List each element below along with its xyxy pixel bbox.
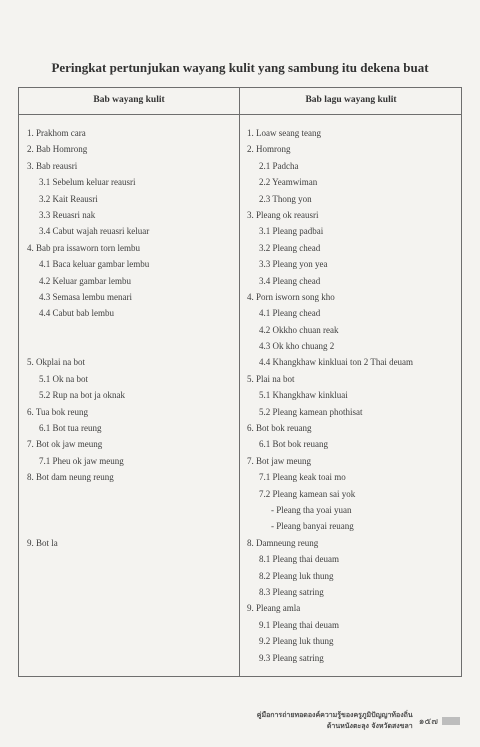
list-item: 2.1 Padcha <box>259 160 299 171</box>
list-item: 8. Damneung reung <box>247 537 319 548</box>
list-item: - Pleang banyai reuang <box>271 521 354 532</box>
list-item <box>27 486 235 502</box>
left-column-list <box>27 125 235 551</box>
list-item <box>27 322 235 338</box>
list-item: 3. Pleang ok reausri <box>247 209 319 220</box>
list-item: 1. Loaw seang teang <box>247 128 321 138</box>
list-item: 2. Homrong <box>247 144 291 155</box>
footer-line-2: ด้านหนังตะลุง จังหวัดสงขลา <box>326 722 413 730</box>
list-item: 4. Porn isworn song kho <box>247 291 335 302</box>
list-item: 4.3 Semasa lembu menari <box>39 291 132 302</box>
list-item: 8.3 Pleang satring <box>259 586 324 597</box>
list-item: 9. Pleang amla <box>247 603 301 614</box>
list-item: 5. Okplai na bot <box>27 357 85 368</box>
footer-text <box>257 710 413 732</box>
list-item <box>27 518 235 534</box>
list-item: 9. Bot la <box>27 537 58 548</box>
column-divider <box>239 88 240 676</box>
page-number: ๑๕๗ <box>418 717 438 727</box>
list-item: 5.1 Khangkhaw kinkluai <box>259 390 348 401</box>
list-item: 4.4 Cabut bab lembu <box>39 308 114 319</box>
list-item: 7. Bot ok jaw meung <box>27 439 103 450</box>
page-footer <box>257 710 460 732</box>
list-item: 3.4 Pleang chead <box>259 275 321 286</box>
header-wayang-kulit: Bab wayang kulit <box>93 95 165 105</box>
list-item: 8.1 Pleang thai deuam <box>259 554 339 565</box>
right-column-list <box>247 125 459 666</box>
list-item: 5.1 Ok na bot <box>39 373 88 384</box>
performance-table <box>18 87 462 677</box>
list-item: 6. Tua bok reung <box>27 406 89 417</box>
list-item: 8.2 Pleang luk thung <box>259 570 334 581</box>
list-item: 5. Plai na bot <box>247 373 295 384</box>
list-item: 3.1 Pleang padbai <box>259 226 324 237</box>
list-item: 5.2 Pleang kamean phothisat <box>259 406 363 417</box>
list-item: 9.3 Pleang satring <box>259 652 324 663</box>
list-item: 3.1 Sebelum keluar reausri <box>39 177 136 188</box>
list-item: 7.2 Pleang kamean sai yok <box>259 488 356 499</box>
list-item: 4.1 Baca keluar gambar lembu <box>39 259 150 270</box>
header-lagu-wayang-kulit: Bab lagu wayang kulit <box>305 95 397 105</box>
list-item: 9.2 Pleang luk thung <box>259 636 334 647</box>
list-item: 4. Bab pra issaworn torn lembu <box>27 242 140 253</box>
list-item: 5.2 Rup na bot ja oknak <box>39 390 125 401</box>
list-item <box>27 502 235 518</box>
list-item: 3. Bab reausri <box>27 160 78 171</box>
list-item: 9.1 Pleang thai deuam <box>259 619 339 630</box>
list-item: 2.2 Yeamwiman <box>259 177 318 188</box>
list-item: 6.1 Bot bok reuang <box>259 439 328 450</box>
list-item: - Pleang tha yoai yuan <box>271 504 352 515</box>
list-item: 4.1 Pleang chead <box>259 308 321 319</box>
list-item: 4.2 Keluar gambar lembu <box>39 275 131 286</box>
list-item: 2. Bab Homrong <box>27 144 88 155</box>
list-item: 1. Prakhom cara <box>27 128 86 138</box>
page-title: Peringkat pertunjukan wayang kulit yang sambung itu dekena buat <box>51 60 429 75</box>
list-item: 3.3 Pleang yon yea <box>259 259 328 270</box>
list-item: 3.2 Kait Reausri <box>39 193 98 204</box>
list-item: 4.4 Khangkhaw kinkluai ton 2 Thai deuam <box>259 357 414 368</box>
list-item: 3.4 Cabut wajah reuasri keluar <box>39 226 150 237</box>
list-item: 8. Bot dam neung reung <box>27 472 114 483</box>
list-item: 6.1 Bot tua reung <box>39 423 102 434</box>
list-item: 7.1 Pheu ok jaw meung <box>39 455 124 466</box>
list-item: 2.3 Thong yon <box>259 193 312 204</box>
page-tab-mark <box>442 717 460 725</box>
list-item: 7. Bot jaw meung <box>247 455 311 466</box>
list-item: 3.3 Reuasri nak <box>39 209 96 220</box>
list-item: 7.1 Pleang keak toai mo <box>259 472 346 483</box>
list-item: 3.2 Pleang chead <box>259 242 321 253</box>
list-item: 4.3 Ok kho chuang 2 <box>259 341 335 352</box>
list-item: 6. Bot bok reuang <box>247 423 312 434</box>
list-item <box>27 338 235 354</box>
footer-line-1: คู่มือการถ่ายทอดองค์ความรู้ของครูภูมิปัญญาท้องถิ่น <box>256 711 413 719</box>
list-item: 4.2 Okkho chuan reak <box>259 324 339 335</box>
